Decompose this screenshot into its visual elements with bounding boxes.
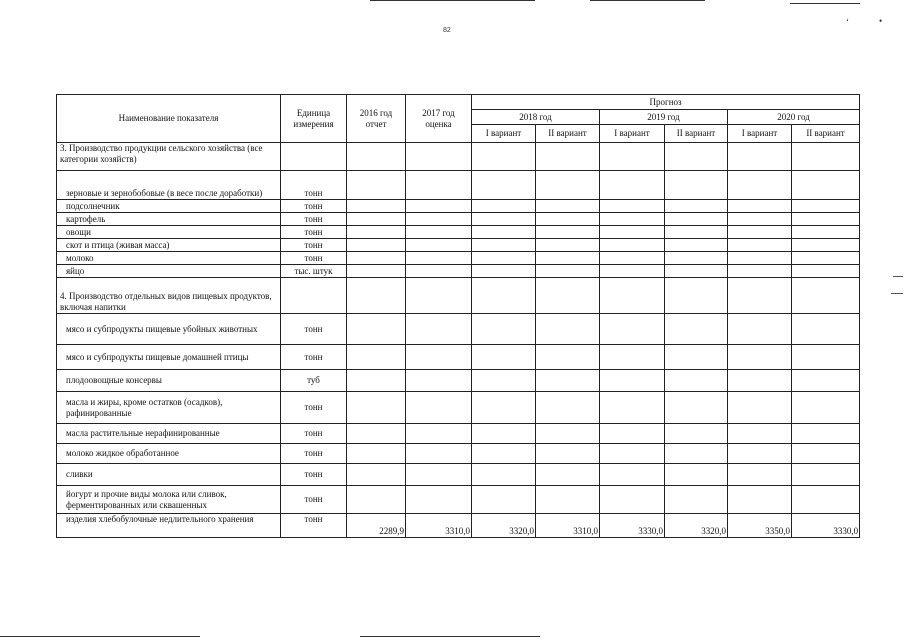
header-variant: I вариант [728, 125, 792, 143]
row-name: йогурт и прочие виды молока или сливок, ферментированных или сквашенных [57, 486, 281, 514]
table-row [57, 444, 860, 464]
row-unit: тонн [281, 514, 347, 538]
scan-mark-2: • [879, 16, 883, 26]
header-year-2019: 2019 год [600, 110, 728, 125]
table-row [57, 345, 860, 370]
row-unit: тонн [281, 486, 347, 514]
row-name: зерновые и зернобобовые (в весе после доработки) [57, 171, 281, 200]
scan-side-mark-1 [893, 276, 903, 277]
row-name: мясо и субпродукты пищевые домашней птицы [57, 345, 281, 370]
row-name: изделия хлебобулочные недлительного хранения [57, 514, 281, 538]
row-name: плодоовощные консервы [57, 370, 281, 392]
value-2018-v1: 3320,0 [472, 514, 536, 538]
scan-line-bottom-2 [360, 636, 540, 637]
row-unit: тонн [281, 392, 347, 424]
scan-line-top-3 [790, 3, 860, 4]
row-name: скот и птица (живая масса) [57, 239, 281, 252]
table-row [57, 370, 860, 392]
row-name: овощи [57, 226, 281, 239]
row-unit: тонн [281, 345, 347, 370]
row-unit: тонн [281, 213, 347, 226]
table-row [57, 424, 860, 444]
header-variant: I вариант [600, 125, 665, 143]
scan-line-bottom-1 [0, 636, 200, 637]
section-row [57, 143, 860, 171]
header-year-2018: 2018 год [472, 110, 600, 125]
header-2017: 2017 год оценка [406, 95, 472, 143]
value-2016: 2289,9 [347, 514, 406, 538]
value-2017: 3310,0 [406, 514, 472, 538]
section-title: 4. Производство отдельных видов пищевых продуктов, включая напитки [57, 278, 281, 314]
header-name: Наименование показателя [57, 95, 281, 143]
row-unit: тонн [281, 171, 347, 200]
section-row [57, 278, 860, 314]
row-unit: тонн [281, 252, 347, 265]
table-row [57, 265, 860, 278]
table-row [57, 239, 860, 252]
header-forecast: Прогноз [472, 95, 860, 110]
header-variant: II вариант [665, 125, 728, 143]
row-name: сливки [57, 464, 281, 486]
value-2019-v1: 3330,0 [600, 514, 665, 538]
row-name: картофель [57, 213, 281, 226]
row-name: мясо и субпродукты пищевые убойных животных [57, 314, 281, 345]
table-row [57, 392, 860, 424]
row-name: подсолнечник [57, 200, 281, 213]
row-unit: тонн [281, 424, 347, 444]
row-name: масла растительные нерафинированные [57, 424, 281, 444]
table-row [57, 171, 860, 200]
table-row [57, 464, 860, 486]
row-unit: тонн [281, 239, 347, 252]
scan-side-mark-2 [891, 293, 903, 294]
header-2016: 2016 год отчет [347, 95, 406, 143]
table-row [57, 200, 860, 213]
row-name: молоко [57, 252, 281, 265]
row-name: яйцо [57, 265, 281, 278]
scan-line-top-2 [590, 0, 705, 1]
value-2019-v2: 3320,0 [665, 514, 728, 538]
page-number: 82 [443, 27, 451, 34]
header-unit: Единица измерения [281, 95, 347, 143]
table-row [57, 252, 860, 265]
header-year-2020: 2020 год [728, 110, 860, 125]
row-unit: тыс. штук [281, 265, 347, 278]
table-row [57, 514, 860, 538]
header-variant: I вариант [472, 125, 536, 143]
scan-line-top-1 [370, 0, 535, 1]
row-unit: тонн [281, 444, 347, 464]
section-title: 3. Производство продукции сельского хозяйства (все категории хозяйств) [57, 143, 281, 171]
table-row [57, 226, 860, 239]
value-2018-v2: 3310,0 [536, 514, 600, 538]
scan-mark-1: ʻ [846, 17, 849, 27]
value-2020-v1: 3350,0 [728, 514, 792, 538]
table-row [57, 486, 860, 514]
header-variant: II вариант [792, 125, 860, 143]
row-unit: тонн [281, 464, 347, 486]
row-unit: тонн [281, 200, 347, 213]
row-unit: тонн [281, 226, 347, 239]
forecast-table [56, 94, 860, 538]
value-2020-v2: 3330,0 [792, 514, 860, 538]
table-row [57, 314, 860, 345]
table-row [57, 213, 860, 226]
row-name: молоко жидкое обработанное [57, 444, 281, 464]
header-variant: II вариант [536, 125, 600, 143]
row-name: масла и жиры, кроме остатков (осадков), рафинированные [57, 392, 281, 424]
row-unit: тонн [281, 314, 347, 345]
row-unit: туб [281, 370, 347, 392]
